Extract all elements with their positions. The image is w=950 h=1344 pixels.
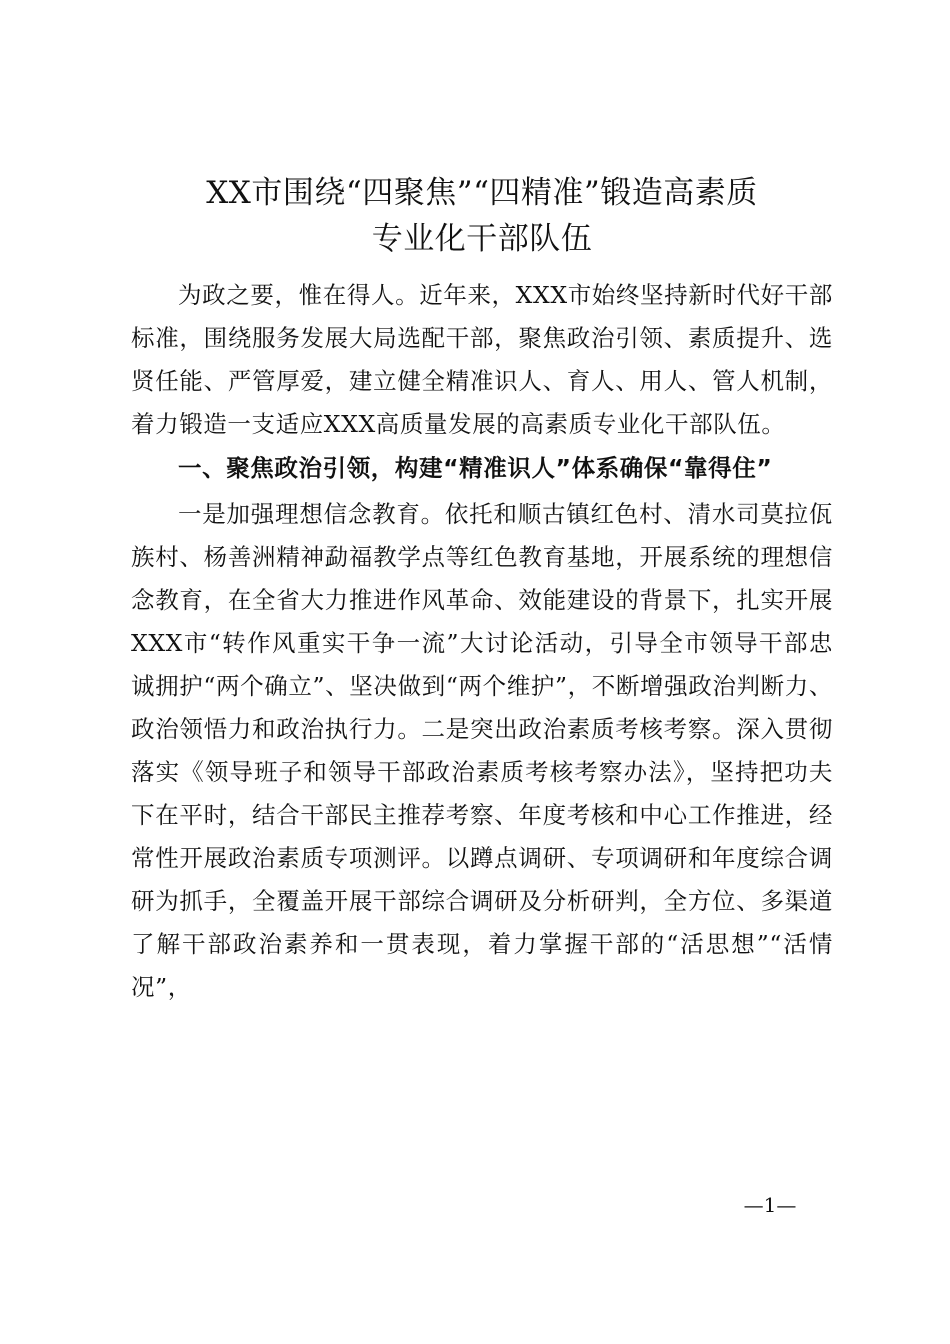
document-title-line-2: 专业化干部队伍: [371, 221, 593, 257]
page-number: —1—: [743, 1193, 797, 1217]
document-body: [131, 170, 833, 1009]
section-1-paragraph: 一是加强理想信念教育。依托和顺古镇红色村、清水司莫拉佤族村、杨善洲精神勐福教学点等红色教育基地，开展系统的理想信念教育，在全省大力推进作风革命、效能建设的背景下，扎实开展XXX市“转作风重实干争一流”大讨论活动，引导全市领导干部忠诚拥护“两个确立”、坚决做到“两个维护”，不断增强政治判断力、政治领悟力和政治执行力。二是突出政治素质考核考察。深入贯彻落实《领导班子和领导干部政治素质考核考察办法》，坚持把功夫下在平时，结合干部民主推荐考察、年度考核和中心工作推进，经常性开展政治素质专项测评。以蹲点调研、专项调研和年度综合调研为抓手，全覆盖开展干部综合调研及分析研判，全方位、多渠道了解干部政治素养和一贯表现，着力掌握干部的“活思想”“活情况”，: [131, 500, 833, 1001]
document-title: [131, 170, 833, 262]
document-title-line-1: XX市围绕“四聚焦”“四精准”锻造高素质: [206, 175, 758, 211]
intro-paragraph: 为政之要，惟在得人。近年来，XXX市始终坚持新时代好干部标准，围绕服务发展大局选配干部，聚焦政治引领、素质提升、选贤任能、严管厚爱，建立健全精准识人、育人、用人、管人机制，着力锻造一支适应XXX高质量发展的高素质专业化干部队伍。: [131, 281, 833, 438]
section-heading-1: 一、聚焦政治引领，构建“精准识人”体系确保“靠得住”: [178, 454, 773, 482]
